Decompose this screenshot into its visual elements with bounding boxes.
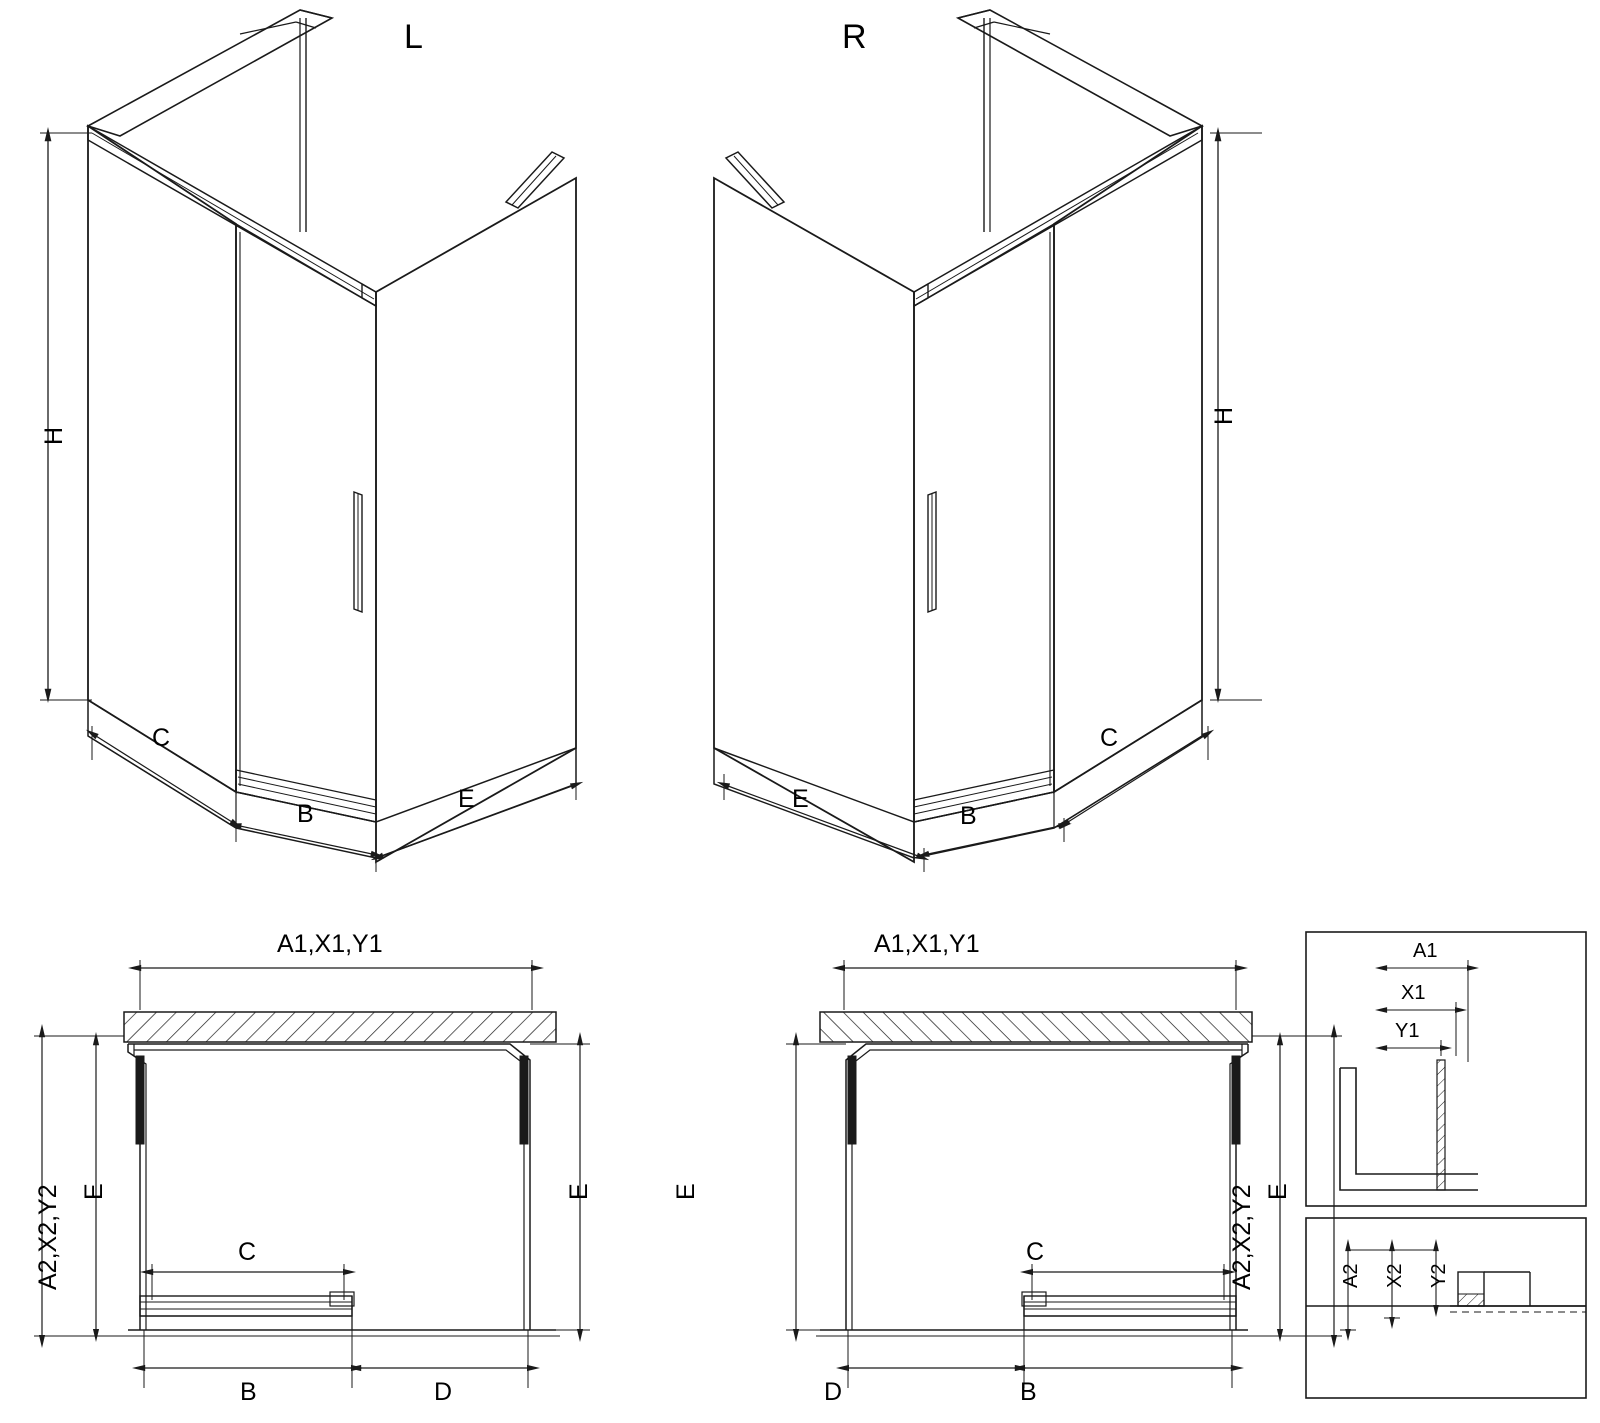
dim-E-iso-left: E <box>458 785 475 813</box>
dim-E-plan-left-inner: E <box>80 1183 108 1200</box>
dimension-H-left <box>40 133 92 700</box>
dim-E-plan-left-outer: E <box>565 1183 593 1200</box>
detail-view-bottom <box>1306 1218 1586 1398</box>
dim-D-plan-left: D <box>434 1378 453 1406</box>
dim-H-right: H <box>1210 406 1238 425</box>
detail-dim-X1: X1 <box>1401 982 1426 1004</box>
dim-H-left: H <box>40 426 68 445</box>
detail-view-top <box>1306 932 1586 1206</box>
dim-E-iso-right: E <box>792 785 809 813</box>
dim-C-plan-right: C <box>1026 1238 1045 1266</box>
dim-A2X2Y2-left: A2,X2,Y2 <box>34 1184 62 1290</box>
dim-B-iso-left: B <box>297 800 314 828</box>
detail-dim-X2: X2 <box>1384 1263 1406 1288</box>
dim-B-plan-right: B <box>1020 1378 1037 1406</box>
variant-label-L: L <box>404 18 423 56</box>
dim-C-plan-left: C <box>238 1238 257 1266</box>
dim-C-iso-right: C <box>1100 724 1119 752</box>
detail-dim-Y2: Y2 <box>1428 1263 1450 1288</box>
plan-view-right <box>820 1012 1252 1330</box>
detail-dim-A2: A2 <box>1340 1263 1362 1288</box>
dim-B-plan-left: B <box>240 1378 257 1406</box>
plan-view-left <box>124 1012 556 1330</box>
dim-D-plan-right: D <box>824 1378 843 1406</box>
variant-label-R: R <box>842 18 867 56</box>
dim-A1X1Y1-right: A1,X1,Y1 <box>874 930 980 958</box>
dim-E-plan-right-inner: E <box>1264 1183 1292 1200</box>
detail-dim-Y1: Y1 <box>1395 1020 1420 1042</box>
detail-dim-A1: A1 <box>1413 940 1438 962</box>
dim-A1X1Y1-left: A1,X1,Y1 <box>277 930 383 958</box>
isometric-view-right <box>714 10 1202 862</box>
dim-A2X2Y2-right: A2,X2,Y2 <box>1228 1184 1256 1290</box>
dim-E-plan-right-outer: E <box>672 1183 700 1200</box>
dim-B-iso-right: B <box>960 802 977 830</box>
dim-C-iso-left: C <box>152 724 171 752</box>
